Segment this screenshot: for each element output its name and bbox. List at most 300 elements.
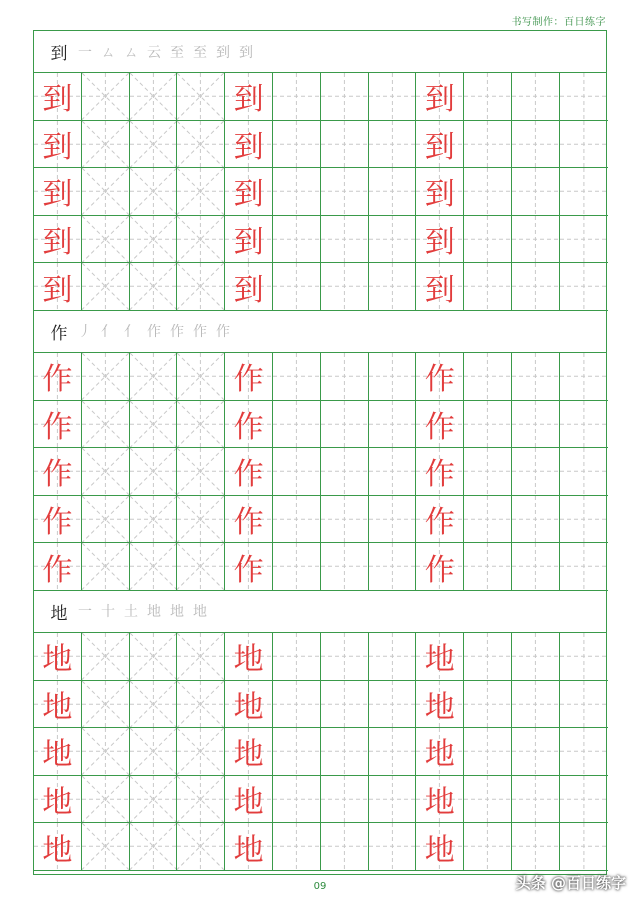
practice-cell[interactable] (464, 633, 512, 681)
practice-cell[interactable] (464, 73, 512, 121)
practice-cell[interactable] (82, 263, 130, 311)
practice-cell[interactable] (464, 728, 512, 776)
practice-cell[interactable] (321, 263, 369, 311)
practice-cell[interactable] (177, 776, 225, 824)
practice-cell[interactable] (560, 496, 608, 544)
guide-lines (82, 728, 129, 775)
model-cell (34, 216, 82, 264)
practice-cell[interactable] (273, 73, 321, 121)
practice-cell[interactable] (464, 496, 512, 544)
page-number: 09 (313, 881, 327, 892)
practice-cell[interactable] (177, 263, 225, 311)
practice-cell[interactable] (177, 73, 225, 121)
practice-cell[interactable] (560, 728, 608, 776)
model-character: 到 (42, 82, 73, 118)
guide-lines (82, 496, 129, 543)
practice-cell[interactable] (321, 73, 369, 121)
practice-cell[interactable] (369, 401, 417, 449)
model-character: 到 (424, 129, 455, 165)
model-character: 作 (424, 362, 455, 398)
practice-cell[interactable] (82, 823, 130, 871)
guide-lines (560, 633, 608, 680)
guide-lines (560, 401, 608, 448)
guide-lines (82, 543, 129, 590)
guide-lines (321, 633, 368, 680)
guide-lines (464, 263, 511, 310)
practice-cell[interactable] (130, 681, 178, 729)
practice-cell[interactable] (369, 216, 417, 264)
practice-cell[interactable] (321, 823, 369, 871)
maker-label: 书写制作：百日练字 (511, 17, 606, 28)
model-character: 作 (42, 362, 73, 398)
guide-lines (273, 263, 320, 310)
practice-cell[interactable] (321, 168, 369, 216)
stroke-step: 土 (124, 604, 138, 621)
guide-lines (321, 401, 368, 448)
practice-cell[interactable] (560, 73, 608, 121)
practice-cell[interactable] (560, 776, 608, 824)
practice-cell[interactable] (369, 633, 417, 681)
practice-cell[interactable] (273, 728, 321, 776)
guide-lines (464, 73, 511, 120)
model-character: 到 (424, 225, 455, 261)
practice-cell[interactable] (273, 168, 321, 216)
practice-cell[interactable] (321, 216, 369, 264)
practice-cell[interactable] (82, 776, 130, 824)
model-character: 作 (233, 457, 264, 493)
practice-cell[interactable] (464, 168, 512, 216)
guide-lines (512, 121, 559, 168)
practice-cell[interactable] (512, 681, 560, 729)
guide-lines (512, 633, 559, 680)
guide-lines (560, 263, 608, 310)
guide-lines (177, 823, 224, 870)
practice-cell[interactable] (321, 728, 369, 776)
practice-cell[interactable] (369, 168, 417, 216)
guide-lines (177, 401, 224, 448)
guide-lines (177, 776, 224, 823)
model-cell (225, 728, 273, 776)
model-cell (416, 681, 464, 729)
model-character: 作 (42, 409, 73, 445)
guide-lines (464, 168, 511, 215)
stroke-step: 地 (147, 604, 161, 621)
guide-lines (130, 121, 177, 168)
guide-lines (82, 448, 129, 495)
stroke-step: ㄙ (101, 44, 115, 61)
model-cell (225, 823, 273, 871)
practice-cell[interactable] (321, 681, 369, 729)
practice-cell[interactable] (464, 823, 512, 871)
model-character: 作 (233, 505, 264, 541)
practice-row (34, 73, 606, 121)
guide-lines (512, 168, 559, 215)
practice-cell[interactable] (321, 121, 369, 169)
practice-cell[interactable] (82, 168, 130, 216)
guide-lines (130, 401, 177, 448)
model-character: 地 (233, 832, 264, 868)
practice-cell[interactable] (369, 121, 417, 169)
guide-lines (369, 448, 416, 495)
guide-lines (273, 216, 320, 263)
practice-cell[interactable] (321, 448, 369, 496)
stroke-step: 至 (193, 44, 207, 61)
practice-cell[interactable] (130, 633, 178, 681)
practice-cell[interactable] (130, 823, 178, 871)
practice-cell[interactable] (177, 168, 225, 216)
guide-lines (512, 681, 559, 728)
practice-cell[interactable] (82, 681, 130, 729)
practice-cell[interactable] (512, 823, 560, 871)
guide-lines (369, 216, 416, 263)
practice-cell[interactable] (321, 353, 369, 401)
guide-lines (464, 353, 511, 400)
practice-cell[interactable] (177, 353, 225, 401)
practice-cell[interactable] (560, 681, 608, 729)
practice-cell[interactable] (321, 543, 369, 591)
model-cell (34, 121, 82, 169)
guide-lines (82, 633, 129, 680)
guide-lines (321, 543, 368, 590)
guide-lines (464, 543, 511, 590)
practice-cell[interactable] (464, 776, 512, 824)
guide-lines (464, 401, 511, 448)
model-character: 地 (42, 785, 73, 821)
guide-lines (560, 823, 608, 870)
guide-lines (560, 543, 608, 590)
model-cell (34, 633, 82, 681)
guide-lines (321, 168, 368, 215)
practice-cell[interactable] (177, 121, 225, 169)
practice-cell[interactable] (82, 353, 130, 401)
practice-cell[interactable] (177, 448, 225, 496)
practice-cell[interactable] (130, 496, 178, 544)
practice-cell[interactable] (177, 728, 225, 776)
guide-lines (560, 353, 608, 400)
practice-cell[interactable] (369, 73, 417, 121)
model-character: 到 (42, 129, 73, 165)
model-cell (416, 121, 464, 169)
practice-cell[interactable] (273, 121, 321, 169)
model-cell (225, 168, 273, 216)
guide-lines (82, 823, 129, 870)
practice-cell[interactable] (560, 121, 608, 169)
practice-cell[interactable] (512, 121, 560, 169)
guide-lines (130, 496, 177, 543)
practice-cell[interactable] (82, 496, 130, 544)
guide-lines (130, 448, 177, 495)
practice-cell[interactable] (273, 216, 321, 264)
model-cell (416, 353, 464, 401)
model-character: 到 (42, 177, 73, 213)
practice-cell[interactable] (512, 448, 560, 496)
practice-cell[interactable] (321, 633, 369, 681)
model-cell (225, 448, 273, 496)
practice-cell[interactable] (560, 216, 608, 264)
model-cell (34, 353, 82, 401)
stroke-step: 作 (147, 324, 161, 341)
practice-cell[interactable] (369, 543, 417, 591)
guide-lines (130, 776, 177, 823)
guide-lines (273, 728, 320, 775)
practice-cell[interactable] (512, 263, 560, 311)
practice-cell[interactable] (177, 216, 225, 264)
guide-lines (273, 448, 320, 495)
practice-cell[interactable] (321, 401, 369, 449)
practice-cell[interactable] (512, 776, 560, 824)
practice-cell[interactable] (273, 633, 321, 681)
model-cell (34, 728, 82, 776)
practice-cell[interactable] (512, 543, 560, 591)
guide-lines (273, 633, 320, 680)
practice-cell[interactable] (177, 823, 225, 871)
practice-cell[interactable] (82, 728, 130, 776)
practice-cell[interactable] (130, 776, 178, 824)
model-character: 地 (424, 832, 455, 868)
guide-lines (273, 776, 320, 823)
target-character: 到 (50, 44, 68, 64)
practice-sheet (33, 30, 607, 875)
guide-lines (273, 353, 320, 400)
practice-cell[interactable] (82, 448, 130, 496)
stroke-step: 亻 (124, 324, 138, 341)
practice-cell[interactable] (369, 353, 417, 401)
guide-lines (560, 496, 608, 543)
practice-cell[interactable] (369, 776, 417, 824)
model-character: 作 (424, 552, 455, 588)
practice-cell[interactable] (82, 216, 130, 264)
guide-lines (130, 216, 177, 263)
practice-cell[interactable] (130, 401, 178, 449)
practice-cell[interactable] (464, 121, 512, 169)
guide-lines (369, 263, 416, 310)
stroke-step: 地 (170, 604, 184, 621)
practice-cell[interactable] (130, 543, 178, 591)
practice-cell[interactable] (464, 543, 512, 591)
stroke-step: 作 (170, 324, 184, 341)
practice-cell[interactable] (560, 543, 608, 591)
guide-lines (82, 73, 129, 120)
practice-cell[interactable] (560, 448, 608, 496)
model-character: 地 (424, 689, 455, 725)
model-character: 到 (233, 129, 264, 165)
guide-lines (369, 633, 416, 680)
practice-cell[interactable] (130, 121, 178, 169)
model-cell (34, 448, 82, 496)
practice-cell[interactable] (273, 401, 321, 449)
practice-cell[interactable] (130, 263, 178, 311)
target-character: 地 (50, 603, 68, 624)
practice-cell[interactable] (82, 121, 130, 169)
practice-cell[interactable] (82, 73, 130, 121)
practice-cell[interactable] (512, 353, 560, 401)
stroke-step: 作 (193, 324, 207, 341)
practice-cell[interactable] (177, 633, 225, 681)
guide-lines (273, 73, 320, 120)
guide-lines (369, 168, 416, 215)
practice-cell[interactable] (560, 353, 608, 401)
practice-cell[interactable] (273, 448, 321, 496)
model-cell (416, 401, 464, 449)
guide-lines (321, 121, 368, 168)
guide-lines (512, 728, 559, 775)
practice-cell[interactable] (464, 216, 512, 264)
guide-lines (130, 168, 177, 215)
stroke-step: 地 (193, 604, 207, 621)
guide-lines (177, 168, 224, 215)
practice-cell[interactable] (321, 496, 369, 544)
model-cell (416, 728, 464, 776)
practice-row (34, 728, 606, 776)
practice-cell[interactable] (177, 681, 225, 729)
guide-lines (273, 121, 320, 168)
practice-cell[interactable] (130, 216, 178, 264)
model-character: 地 (233, 642, 264, 678)
model-cell (416, 633, 464, 681)
practice-cell[interactable] (130, 353, 178, 401)
guide-lines (130, 728, 177, 775)
practice-cell[interactable] (273, 353, 321, 401)
guide-lines (130, 823, 177, 870)
target-character: 作 (50, 323, 68, 344)
practice-row (34, 633, 606, 681)
guide-lines (177, 633, 224, 680)
guide-lines (321, 776, 368, 823)
practice-cell[interactable] (464, 353, 512, 401)
practice-cell[interactable] (177, 543, 225, 591)
guide-lines (369, 543, 416, 590)
practice-cell[interactable] (369, 823, 417, 871)
guide-lines (130, 353, 177, 400)
practice-cell[interactable] (130, 73, 178, 121)
practice-cell[interactable] (560, 401, 608, 449)
practice-cell[interactable] (512, 168, 560, 216)
model-character: 地 (42, 689, 73, 725)
practice-cell[interactable] (464, 401, 512, 449)
guide-lines (464, 216, 511, 263)
practice-cell[interactable] (560, 263, 608, 311)
practice-cell[interactable] (464, 681, 512, 729)
practice-cell[interactable] (273, 543, 321, 591)
model-cell (225, 681, 273, 729)
model-character: 作 (424, 457, 455, 493)
practice-row (34, 216, 606, 264)
model-character: 到 (424, 272, 455, 308)
model-cell (34, 401, 82, 449)
practice-cell[interactable] (512, 73, 560, 121)
char-section (34, 311, 606, 591)
stroke-order-row (34, 591, 606, 633)
model-character: 作 (42, 505, 73, 541)
model-cell (34, 681, 82, 729)
practice-cell[interactable] (273, 823, 321, 871)
guide-lines (82, 401, 129, 448)
stroke-step: 一 (78, 44, 92, 61)
guide-lines (273, 401, 320, 448)
guide-lines (177, 543, 224, 590)
model-character: 作 (424, 409, 455, 445)
guide-lines (464, 448, 511, 495)
model-cell (416, 73, 464, 121)
model-cell (225, 121, 273, 169)
practice-cell[interactable] (177, 401, 225, 449)
model-cell (34, 263, 82, 311)
model-character: 地 (233, 737, 264, 773)
model-character: 地 (42, 832, 73, 868)
practice-cell[interactable] (560, 168, 608, 216)
guide-lines (321, 216, 368, 263)
guide-lines (82, 776, 129, 823)
practice-cell[interactable] (560, 633, 608, 681)
practice-cell[interactable] (369, 448, 417, 496)
practice-cell[interactable] (82, 633, 130, 681)
practice-cell[interactable] (273, 496, 321, 544)
practice-cell[interactable] (273, 776, 321, 824)
stroke-order-row (34, 31, 606, 73)
practice-cell[interactable] (512, 216, 560, 264)
stroke-step: ㄙ (124, 44, 138, 61)
model-character: 地 (42, 737, 73, 773)
practice-cell[interactable] (512, 496, 560, 544)
practice-cell[interactable] (130, 728, 178, 776)
guide-lines (321, 823, 368, 870)
practice-cell[interactable] (369, 681, 417, 729)
practice-cell[interactable] (369, 728, 417, 776)
model-cell (416, 823, 464, 871)
guide-lines (273, 823, 320, 870)
model-character: 到 (424, 82, 455, 118)
model-character: 地 (424, 737, 455, 773)
practice-cell[interactable] (273, 681, 321, 729)
practice-cell[interactable] (130, 168, 178, 216)
guide-lines (369, 353, 416, 400)
model-character: 地 (424, 785, 455, 821)
practice-cell[interactable] (177, 496, 225, 544)
practice-cell[interactable] (512, 633, 560, 681)
practice-cell[interactable] (321, 776, 369, 824)
practice-cell[interactable] (464, 448, 512, 496)
practice-cell[interactable] (560, 823, 608, 871)
model-character: 地 (233, 785, 264, 821)
practice-cell[interactable] (369, 263, 417, 311)
model-cell (34, 776, 82, 824)
guide-lines (321, 681, 368, 728)
practice-cell[interactable] (130, 448, 178, 496)
guide-lines (177, 496, 224, 543)
model-cell (34, 496, 82, 544)
practice-row (34, 448, 606, 496)
guide-lines (464, 776, 511, 823)
practice-cell[interactable] (273, 263, 321, 311)
practice-cell[interactable] (82, 543, 130, 591)
model-cell (416, 448, 464, 496)
guide-lines (512, 216, 559, 263)
model-cell (34, 543, 82, 591)
practice-cell[interactable] (512, 401, 560, 449)
practice-cell[interactable] (82, 401, 130, 449)
guide-lines (273, 496, 320, 543)
guide-lines (560, 776, 608, 823)
practice-cell[interactable] (369, 496, 417, 544)
model-cell (225, 353, 273, 401)
practice-cell[interactable] (464, 263, 512, 311)
guide-lines (369, 121, 416, 168)
model-character: 作 (233, 362, 264, 398)
practice-cell[interactable] (512, 728, 560, 776)
model-cell (225, 633, 273, 681)
model-cell (34, 823, 82, 871)
model-cell (416, 263, 464, 311)
